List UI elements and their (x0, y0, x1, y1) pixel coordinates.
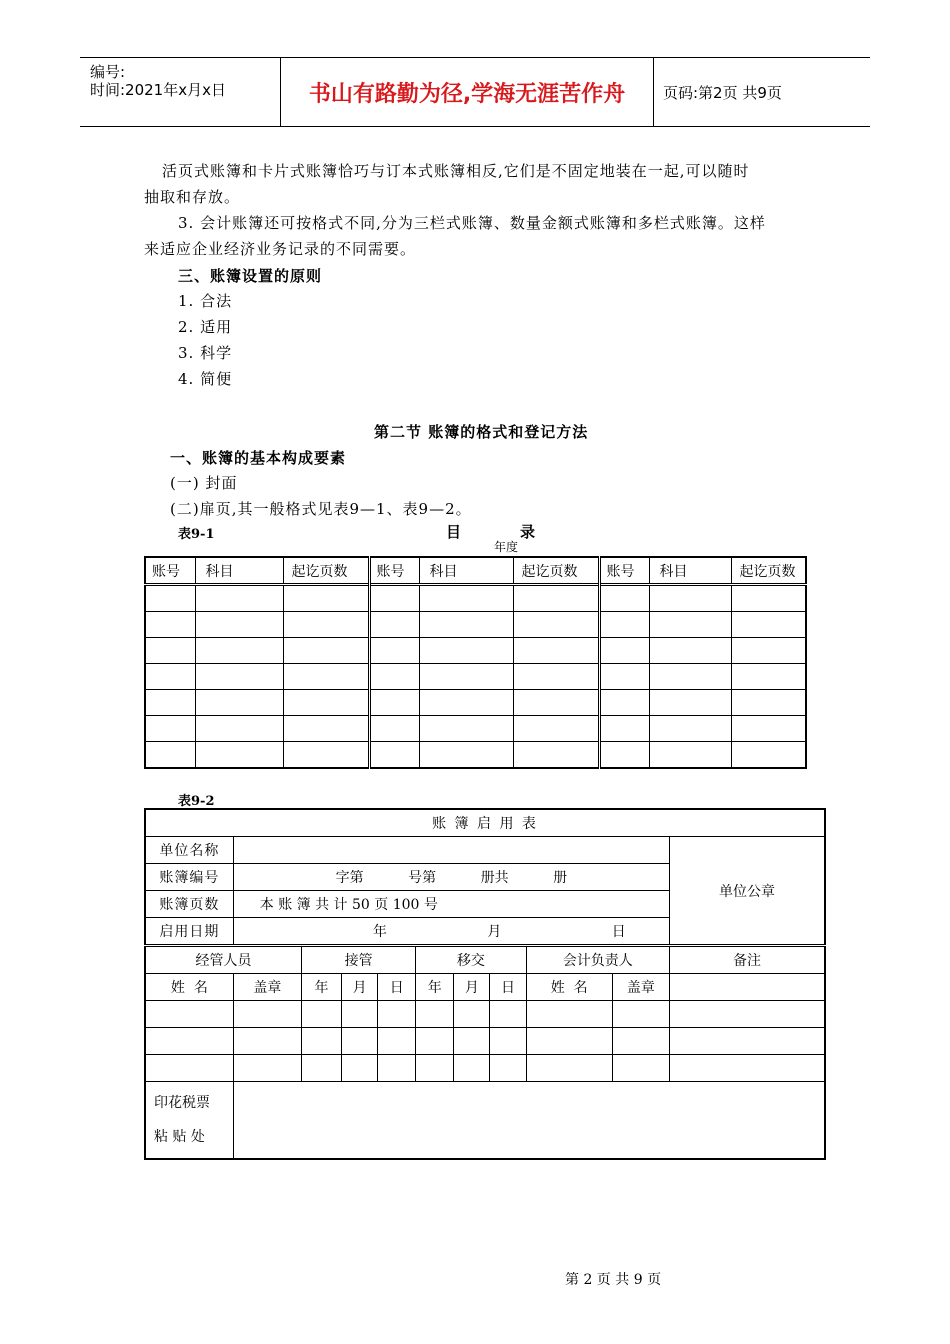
table-row (145, 1001, 825, 1028)
manager-header: 经管人员 (145, 946, 301, 974)
stamp-area-label (145, 1082, 233, 1160)
table-9-1-label: 表9-1 (178, 527, 215, 542)
year-header: 年 (416, 974, 454, 1001)
book-start-table (144, 808, 826, 1160)
table-row (145, 690, 806, 716)
take-over-header: 接管 (301, 946, 415, 974)
stamp-line-1: 印花税票 (154, 1095, 210, 1111)
paragraph-1-line-1: 活页式账簿和卡片式账簿恰巧与订本式账簿相反,它们是不固定地装在一起,可以随时 (162, 162, 750, 180)
year-header: 年 (301, 974, 341, 1001)
table-row (145, 1028, 825, 1055)
item-cover: (一) 封面 (170, 474, 238, 492)
seal-header: 盖章 (612, 974, 669, 1001)
stamp-area (233, 1082, 825, 1160)
unit-name-label: 单位名称 (145, 837, 233, 864)
name-header: 姓 名 (145, 974, 233, 1001)
header-cell: 账号 (369, 557, 419, 585)
principle-1: 1. 合法 (178, 292, 233, 310)
accountant-header: 会计负责人 (526, 946, 669, 974)
section-3-title: 三、账簿设置的原则 (178, 267, 323, 285)
table-9-1-year: 年度 (494, 540, 519, 554)
principle-4: 4. 简便 (178, 370, 233, 388)
seal-header: 盖章 (233, 974, 301, 1001)
table-row (145, 612, 806, 638)
paragraph-2-line-1: 3. 会计账簿还可按格式不同,分为三栏式账簿、数量金额式账簿和多栏式账簿。这样 (178, 214, 766, 232)
page-info (663, 58, 870, 126)
table-row (145, 585, 806, 612)
stamp-line-2: 粘 贴 处 (154, 1129, 205, 1145)
table-row (145, 638, 806, 664)
header-cell: 账号 (145, 557, 195, 585)
directory-table (144, 556, 807, 769)
day-text: 日 (611, 924, 626, 940)
principle-2: 2. 适用 (178, 318, 233, 336)
transfer-header: 移交 (416, 946, 526, 974)
month-header: 月 (454, 974, 490, 1001)
book-start-title: 账 簿 启 用 表 (145, 809, 825, 837)
principle-3: 3. 科学 (178, 344, 233, 362)
number-label: 编号: (90, 63, 126, 81)
motto: 书山有路勤为径,学海无涯苦作舟 (281, 58, 654, 126)
month-header: 月 (342, 974, 378, 1001)
name-header: 姓 名 (526, 974, 612, 1001)
month-text: 月 (487, 924, 502, 940)
table-row (145, 1055, 825, 1082)
header-cell: 科目 (649, 557, 731, 585)
book-pages-text: 本 账 簿 共 计 50 页 100 号 (233, 891, 669, 918)
book-pages-label: 账簿页数 (145, 891, 233, 918)
paragraph-2-line-2: 来适应企业经济业务记录的不同需要。 (144, 240, 417, 258)
item-title-page: (二)扉页,其一般格式见表9—1、表9—2。 (170, 500, 472, 518)
year-text: 年 (372, 924, 387, 940)
header-cell: 账号 (599, 557, 649, 585)
header-cell: 科目 (419, 557, 513, 585)
header-cell: 科目 (195, 557, 283, 585)
header-cell: 起讫页数 (513, 557, 599, 585)
day-header: 日 (490, 974, 526, 1001)
remark-header: 备注 (669, 946, 825, 974)
table-9-1-title-left: 目 (446, 523, 462, 541)
header-cell: 起讫页数 (731, 557, 806, 585)
unit-seal-label: 单位公章 (669, 837, 825, 946)
chapter-title: 第二节 账簿的格式和登记方法 (374, 423, 589, 441)
paragraph-1-line-2: 抽取和存放。 (144, 188, 241, 206)
table-9-2-label: 表9-2 (178, 794, 215, 809)
table-row (145, 742, 806, 769)
day-header: 日 (378, 974, 416, 1001)
table-row (145, 664, 806, 690)
directory-header-row (145, 557, 806, 585)
book-number-text: 字第 号第 册共 册 (233, 864, 669, 891)
table-9-1-title-right: 录 (520, 523, 536, 541)
header-left (80, 58, 281, 126)
page-header (80, 57, 870, 127)
time-label: 时间:2021年x月x日 (90, 81, 226, 99)
page-footer: 第 2 页 共 9 页 (565, 1272, 662, 1288)
book-number-label: 账簿编号 (145, 864, 233, 891)
subsection-1-title: 一、账簿的基本构成要素 (170, 449, 347, 467)
page-info-text: 页码:第2页 共9页 (663, 83, 782, 102)
header-cell: 起讫页数 (283, 557, 369, 585)
start-date-value (233, 918, 669, 946)
start-date-label: 启用日期 (145, 918, 233, 946)
table-row (145, 716, 806, 742)
